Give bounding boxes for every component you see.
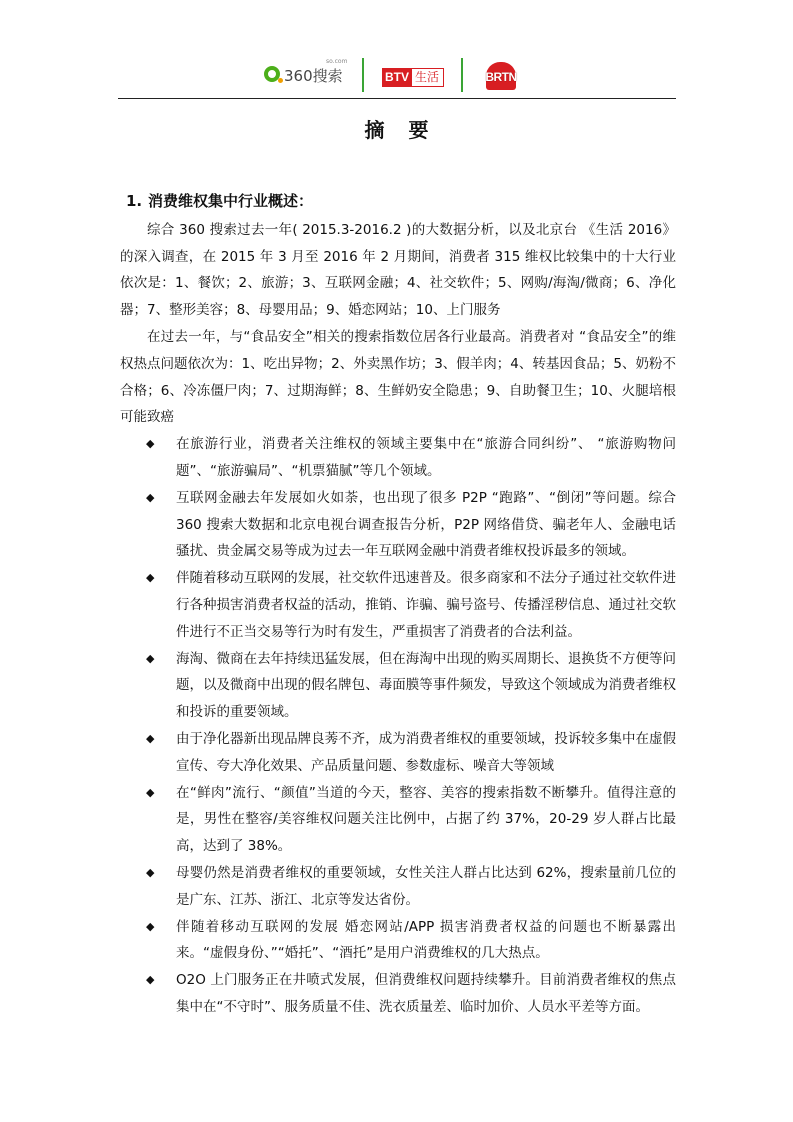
- bullet-text: 伴随着移动互联网的发展，社交软件迅速普及。很多商家和不法分子通过社交软件进行各种损害消费者权益的活动，推销、诈骗、骗号盗号、传播淫秽信息、通过社交软件进行不正当交易等行为时有发生，严重损害了消费者的合法利益。: [176, 570, 676, 640]
- section-number: 1.: [126, 192, 143, 210]
- logo-360-text: 360搜索: [284, 67, 343, 85]
- btv-box: BTV: [382, 68, 412, 87]
- document-body: [120, 188, 676, 1021]
- page-title: 摘要: [364, 118, 453, 142]
- diamond-bullet-icon: ◆: [146, 973, 155, 987]
- bullet-item: [120, 726, 676, 780]
- bullet-list: [120, 431, 676, 1021]
- page-header: [118, 56, 676, 96]
- logo-divider: [362, 58, 364, 92]
- section-title: 消费维权集中行业概述：: [148, 192, 314, 210]
- bullet-item: [120, 914, 676, 968]
- diamond-bullet-icon: ◆: [146, 571, 155, 585]
- bullet-item: [120, 860, 676, 914]
- bullet-item: [120, 485, 676, 565]
- diamond-bullet-icon: ◆: [146, 731, 155, 745]
- bullet-text: O2O 上门服务正在井喷式发展，但消费维权问题持续攀升。目前消费者维权的焦点集中在“不守时”、服务质量不佳、洗衣质量差、临时加价、人员水平差等方面。: [176, 972, 676, 1015]
- bullet-text: 在“鲜肉”流行、“颜值”当道的今天，整容、美容的搜索指数不断攀升。值得注意的是，男性在整容/美容维权问题关注比例中，占据了约 37%，20-29 岁人群占比最高，达到了 38%。: [176, 784, 676, 855]
- logo-divider: [461, 58, 463, 92]
- paragraph: 综合 360 搜索过去一年( 2015.3-2016.2 )的大数据分析，以及北京台 《生活 2016》的深入调查，在 2015 年 3 月至 2016 年 2 月期间，消费者 315 维权比较集中的十大行业依次是：1、餐饮；2、旅游；3、互联网金融；4、社交软件；5、网购/海淘/微商；6、净化器；7、整形美容；8、母婴用品；9、婚恋网站；10、上门服务: [120, 221, 676, 319]
- diamond-bullet-icon: ◆: [146, 865, 155, 879]
- bullet-text: 在旅游行业，消费者关注维权的领域主要集中在“旅游合同纠纷”、 “旅游购物问题”、“旅游骗局”、“机票猫腻”等几个领域。: [176, 436, 676, 479]
- brtn-text: BRTN: [485, 70, 517, 84]
- 360-dot-icon: [278, 78, 283, 83]
- diamond-bullet-icon: ◆: [146, 785, 155, 799]
- bullet-text: 由于净化器新出现品牌良莠不齐，成为消费者维权的重要领域，投诉较多集中在虚假宣传、夸大净化效果、产品质量问题、参数虚标、噪音大等领域: [176, 730, 676, 774]
- diamond-bullet-icon: ◆: [146, 919, 155, 933]
- bullet-item: [120, 565, 676, 645]
- bullet-item: [120, 646, 676, 726]
- bullet-item: [120, 431, 676, 485]
- paragraph: 在过去一年，与“食品安全”相关的搜索指数位居各行业最高。消费者对 “食品安全”的维权热点问题依次为：1、吃出异物；2、外卖黑作坊；3、假羊肉；4、转基因食品；5、奶粉不合格；6、冷冻僵尸肉；7、过期海鲜；8、生鲜奶安全隐患；9、自助餐卫生；10、火腿培根可能致癌: [120, 328, 676, 426]
- bullet-item: [120, 780, 676, 860]
- bullet-text: 伴随着移动互联网的发展 婚恋网站/APP 损害消费者权益的问题也不断暴露出来。“虚假身份、”“婚托”、“酒托”是用户消费维权的几大热点。: [176, 918, 676, 962]
- bullet-text: 互联网金融去年发展如火如荼，也出现了很多 P2P “跑路”、“倒闭”等问题。综合 360 搜索大数据和北京电视台调查报告分析，P2P 网络借贷、骗老年人、金融电话骚扰、贵金属交易等成为过去一年互联网金融中消费者维权投诉最多的领域。: [176, 489, 676, 560]
- diamond-bullet-icon: ◆: [146, 437, 155, 451]
- diamond-bullet-icon: ◆: [146, 651, 155, 665]
- bullet-text: 母婴仍然是消费者维权的重要领域，女性关注人群占比达到 62%，搜索量前几位的是广东、江苏、浙江、北京等发达省份。: [176, 864, 676, 908]
- btv-life-text: 生活: [410, 68, 444, 87]
- header-rule: [118, 98, 676, 99]
- diamond-bullet-icon: ◆: [146, 490, 155, 504]
- bullet-text: 海淘、微商在去年持续迅猛发展，但在海淘中出现的购买周期长、退换货不方便等问题，以及微商中出现的假名牌包、毒面膜等事件频发，导致这个领域成为消费者维权和投诉的重要领域。: [176, 650, 676, 721]
- btv-life-logo: [382, 66, 444, 86]
- bullet-item: [120, 967, 676, 1021]
- logo-360-sub: so.com: [326, 58, 348, 65]
- brtn-logo: [478, 62, 524, 90]
- section-heading: [120, 188, 676, 215]
